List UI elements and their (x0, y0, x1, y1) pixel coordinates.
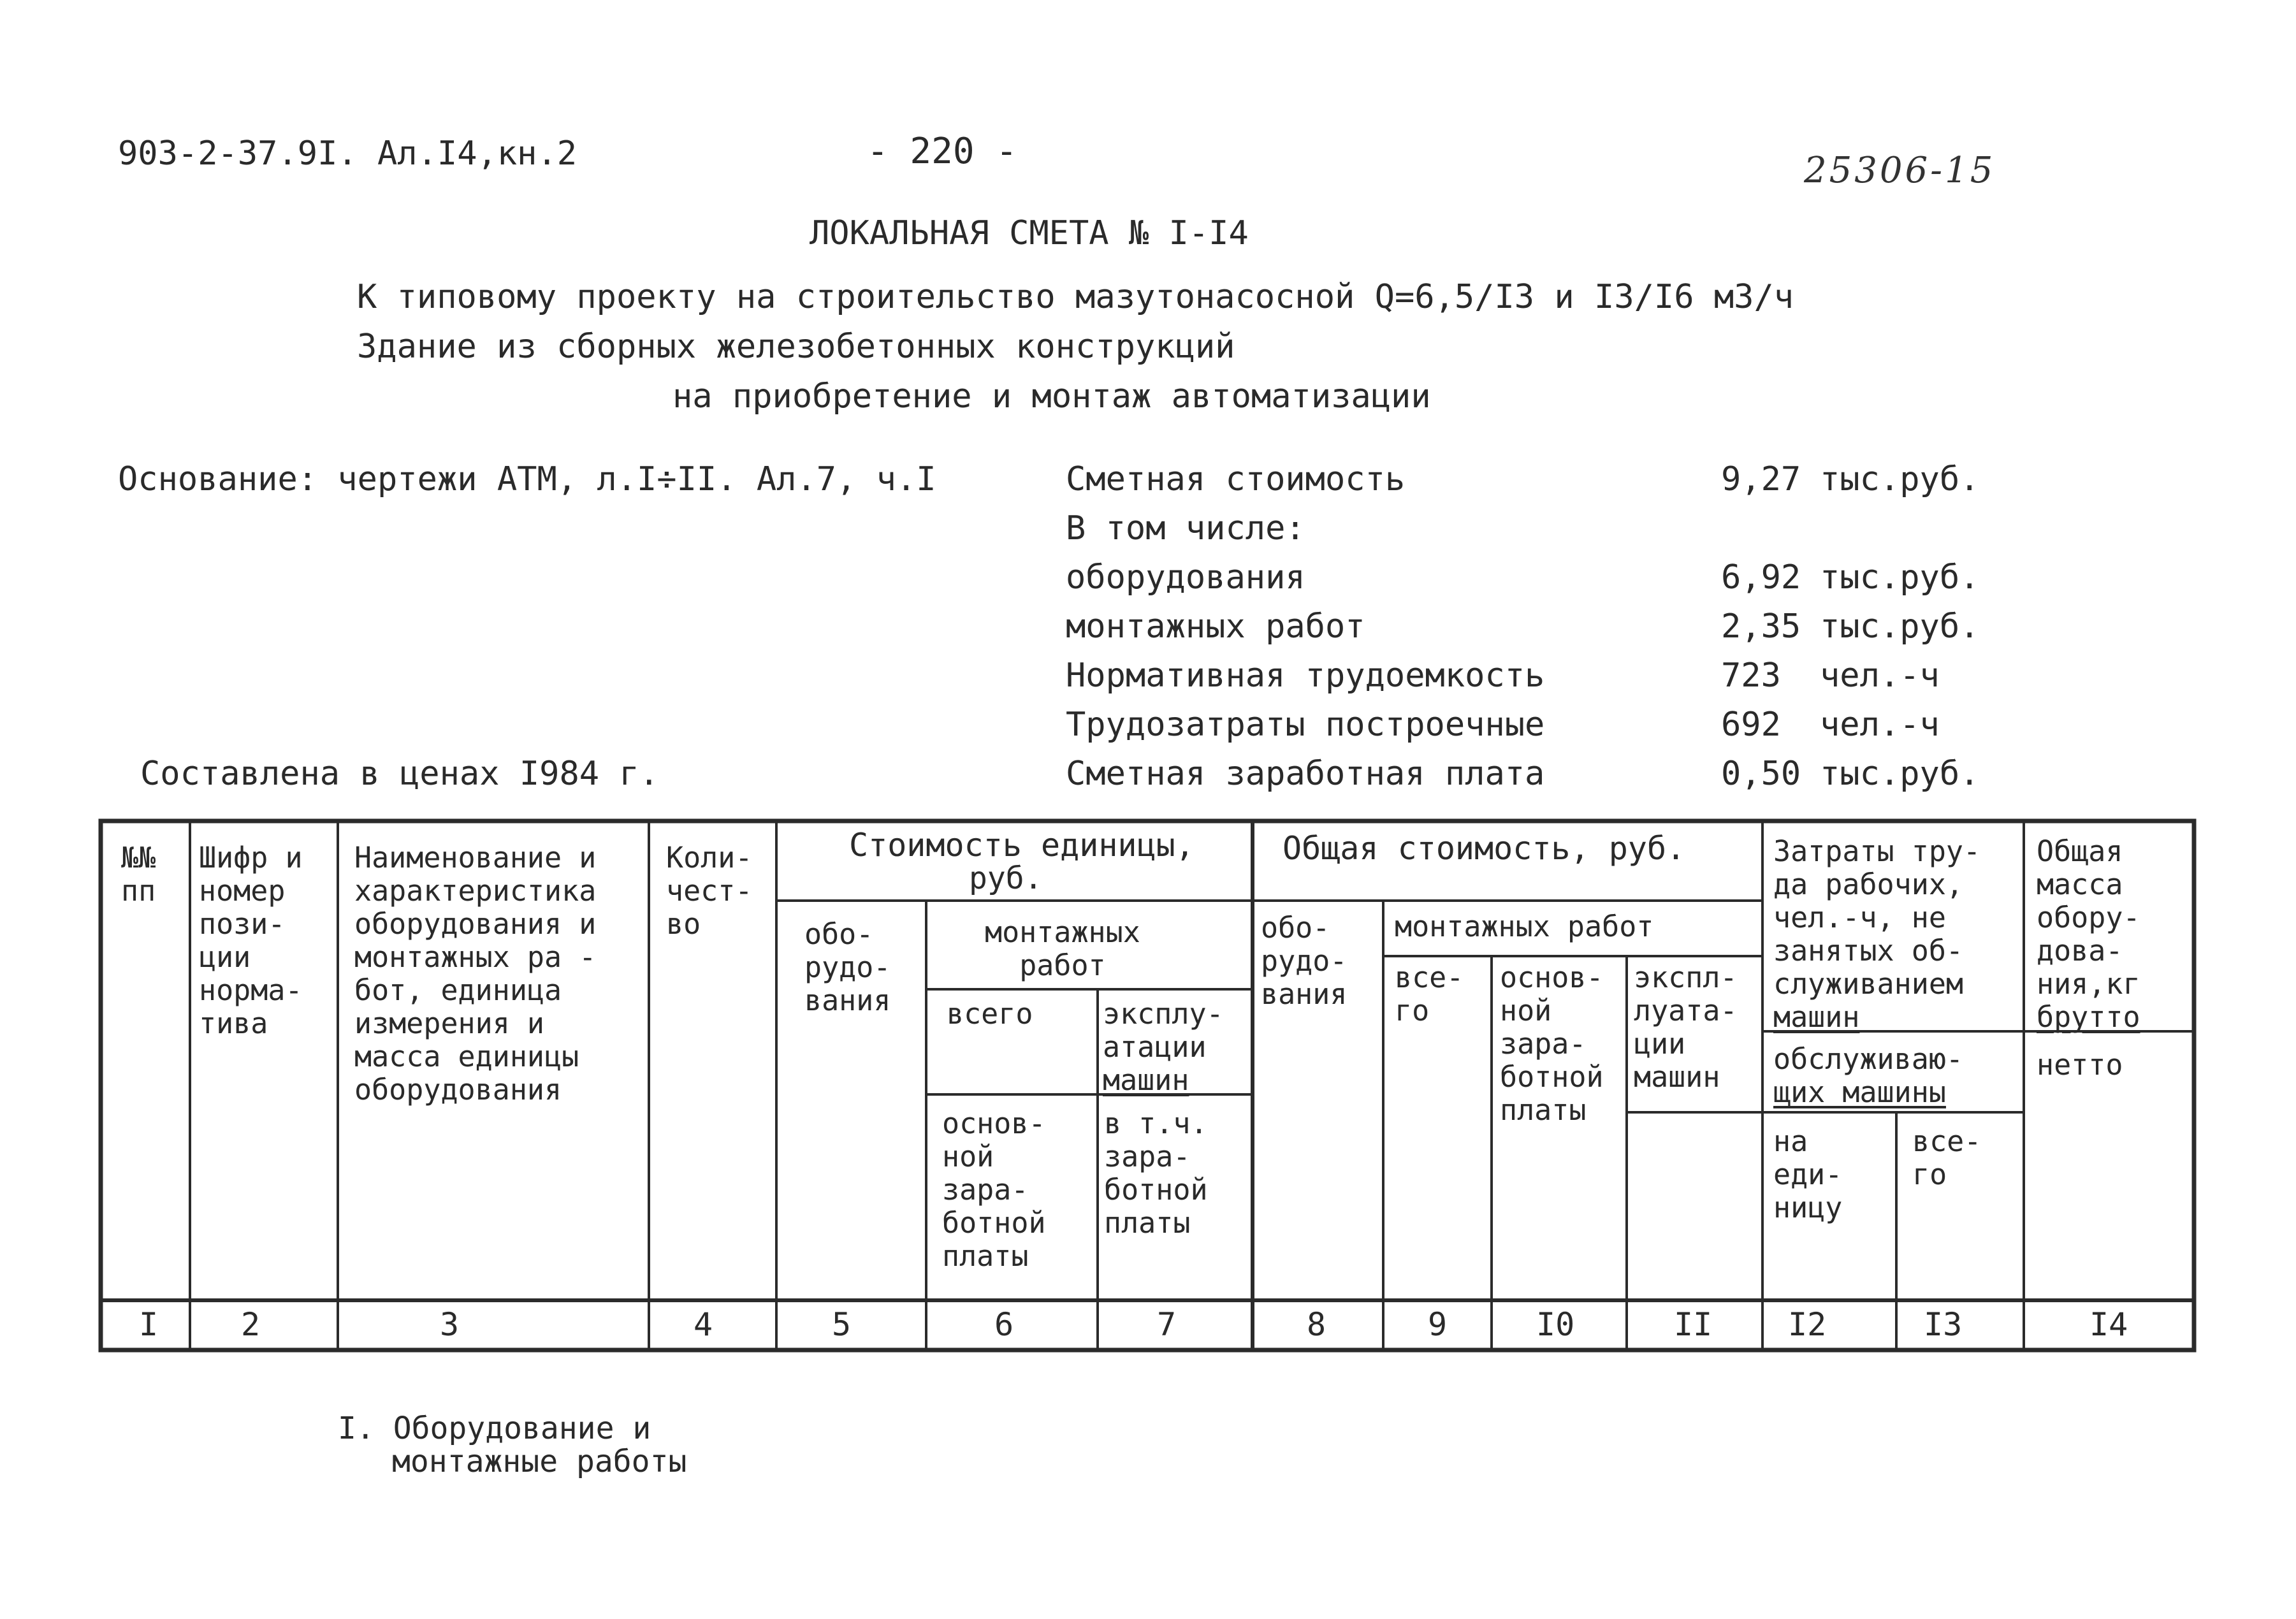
header-quantity: Коли- чест- во (666, 841, 753, 941)
document-subtitle-1: К типовому проекту на строительство мазутонасосной Q=6,5/I3 и I3/I6 м3/ч (357, 278, 1794, 316)
header-mass-gross: брутто (2037, 1000, 2140, 1034)
header-mont-works: монтажных работ (985, 915, 1140, 982)
column-number: 5 (832, 1306, 852, 1343)
header-unit-cost: Стоимость единицы, (849, 827, 1195, 864)
summary-unit: тыс.руб. (1820, 607, 1980, 646)
section-heading (338, 1412, 687, 1478)
header-norm-code: Шифр и номер пози- ции норма- тива (199, 841, 303, 1040)
summary-label: Нормативная трудоемкость (1066, 657, 1545, 695)
header-mass: Общая масса обору- дова- ния,кг (2037, 834, 2140, 1001)
summary-value: 2,35 (1721, 607, 1801, 646)
header-labor-machines: машин (1773, 1000, 1860, 1034)
summary-unit: тыс.руб. (1820, 558, 1980, 597)
column-number: 9 (1428, 1306, 1448, 1343)
header-col9: все- го (1395, 961, 1464, 1027)
header-row-number: №№ пп (121, 841, 156, 908)
summary-label: В том числе: (1066, 509, 1305, 548)
summary-value: 723 (1721, 657, 1781, 695)
header-unit-cost-rub: руб. (969, 860, 1043, 896)
summary-label: Трудозатраты построечные (1066, 706, 1545, 744)
header-total-sub: всего (947, 997, 1033, 1031)
column-number: II (1674, 1306, 1713, 1343)
summary-unit: тыс.руб. (1820, 755, 1980, 793)
summary-value: 692 (1721, 706, 1781, 744)
summary-unit: тыс.руб. (1820, 460, 1980, 498)
column-number: 4 (694, 1306, 713, 1343)
summary-value: 0,50 (1721, 755, 1801, 793)
column-number: I (139, 1306, 159, 1343)
section-heading-line2: монтажные работы (392, 1444, 687, 1479)
header-col5: обо- рудо- вания (804, 917, 891, 1017)
column-number: 7 (1157, 1306, 1177, 1343)
header-labor-serving-machines: щих машины (1773, 1075, 1946, 1109)
document-code: 903-2-37.9I. Ал.I4,кн.2 (118, 134, 578, 173)
column-number: 8 (1307, 1306, 1326, 1343)
summary-label: Сметная заработная плата (1066, 755, 1545, 793)
header-col10: основ- ной зара- ботной платы (1500, 961, 1604, 1127)
page-number: - 220 - (867, 131, 1018, 172)
header-col7: в т.ч. зара- ботной платы (1104, 1107, 1208, 1240)
summary-unit: чел.-ч (1820, 657, 1940, 695)
header-labor: Затраты тру- да рабочих, чел.-ч, не занятых об- служиванием (1773, 834, 1981, 1001)
summary-label: оборудования (1066, 558, 1305, 597)
column-number: I3 (1924, 1306, 1963, 1343)
column-number: I2 (1788, 1306, 1827, 1343)
summary-value: 9,27 (1721, 460, 1801, 498)
header-total-cost: Общая стоимость, руб. (1282, 830, 1686, 867)
basis-text: Основание: чертежи АТМ, л.I÷II. Ал.7, ч.I (118, 460, 936, 498)
document-title: ЛОКАЛЬНАЯ СМЕТА № I-I4 (810, 214, 1249, 252)
summary-label: монтажных работ (1066, 607, 1365, 646)
header-mass-net: нетто (2037, 1048, 2123, 1082)
column-number: I4 (2089, 1306, 2128, 1343)
header-col11: экспл- луата- ции машин (1634, 961, 1738, 1094)
column-number: 6 (994, 1306, 1014, 1343)
header-mont-works-total: монтажных работ (1395, 910, 1654, 943)
column-number: I0 (1536, 1306, 1575, 1343)
header-labor-serving: обслуживаю- (1773, 1042, 1964, 1076)
header-col12: на еди- ницу (1773, 1124, 1843, 1224)
section-heading-line1: I. Оборудование и (338, 1411, 651, 1446)
header-col13: все- го (1912, 1124, 1982, 1191)
column-number: 2 (241, 1306, 261, 1343)
header-expl: эксплу- атации (1103, 997, 1224, 1064)
handwritten-number: 25306-15 (1804, 150, 1996, 191)
document-subtitle-3: на приобретение и монтаж автоматизации (672, 377, 1431, 416)
document-subtitle-2: Здание из сборных железобетонных конструкций (357, 328, 1235, 366)
header-name: Наименование и характеристика оборудования и монтажных ра - бот, единица измерения и масса единицы оборудования (354, 841, 597, 1107)
header-col6: основ- ной зара- ботной платы (942, 1107, 1046, 1273)
summary-unit: чел.-ч (1820, 706, 1940, 744)
summary-label: Сметная стоимость (1066, 460, 1406, 498)
prices-note: Составлена в ценах I984 г. (140, 755, 659, 793)
header-expl-machines: машин (1103, 1063, 1189, 1097)
summary-value: 6,92 (1721, 558, 1801, 597)
column-number: 3 (440, 1306, 460, 1343)
header-col8: обо- рудо- вания (1261, 911, 1348, 1011)
